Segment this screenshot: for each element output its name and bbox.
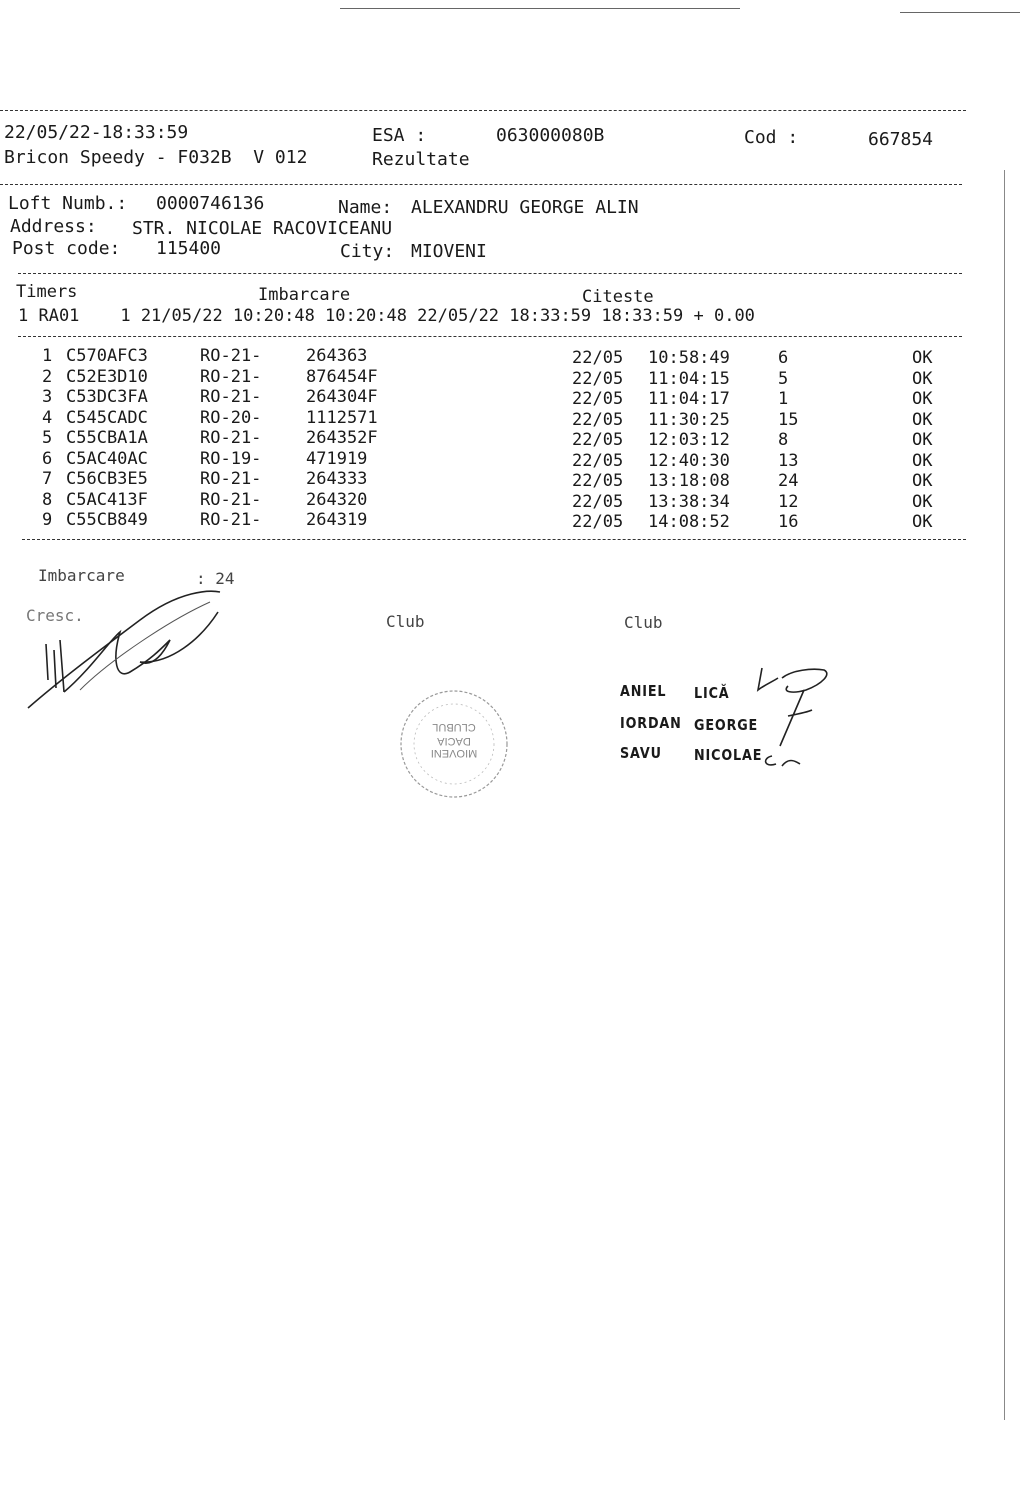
arrival-date: 22/05 [572, 410, 624, 430]
city-label: City: [340, 241, 395, 262]
status: OK [912, 348, 933, 368]
ring-prefix: RO-20- [200, 408, 262, 428]
row-number: 3 [42, 387, 53, 407]
position: 15 [778, 410, 799, 430]
ring-number: 876454F [306, 367, 378, 387]
cod-label: Cod : [744, 127, 799, 148]
ring-prefix: RO-21- [200, 510, 262, 530]
row-number: 7 [42, 469, 53, 489]
separator-line [18, 336, 962, 337]
signer-last-name: GEORGE [694, 716, 759, 734]
ring-prefix: RO-21- [200, 387, 262, 407]
esa-value: 063000080B [496, 125, 605, 146]
arrival-time: 11:04:15 [648, 369, 730, 389]
club-label-right: Club [624, 613, 663, 632]
imbarcare-column-label: Imbarcare [258, 285, 351, 305]
chip-id: C545CADC [66, 408, 148, 428]
status: OK [912, 492, 933, 512]
signer-last-name: LICĂ [694, 684, 730, 702]
ring-number: 264320 [306, 490, 368, 510]
chip-id: C55CBA1A [66, 428, 148, 448]
row-number: 9 [42, 510, 53, 530]
ring-number: 264352F [306, 428, 378, 448]
fancier-name: ALEXANDRU GEORGE ALIN [411, 197, 639, 218]
club-stamp [398, 688, 510, 800]
chip-id: C5AC40AC [66, 449, 148, 469]
row-number: 8 [42, 490, 53, 510]
separator-line [0, 184, 962, 185]
chip-id: C55CB849 [66, 510, 148, 530]
ring-number: 264319 [306, 510, 368, 530]
device-info: Bricon Speedy - F032B V 012 [4, 147, 308, 168]
signer-last-name: NICOLAE [694, 746, 763, 764]
arrival-date: 22/05 [572, 471, 624, 491]
signer-first-name: SAVU [620, 744, 662, 762]
svg-text:DACIA: DACIA [437, 735, 471, 747]
arrival-time: 14:08:52 [648, 512, 730, 532]
position: 5 [778, 369, 789, 389]
committee-signatures [752, 660, 842, 780]
arrival-time: 13:38:34 [648, 492, 730, 512]
separator-line [22, 539, 966, 540]
chip-id: C5AC413F [66, 490, 148, 510]
club-stamp-seal [398, 688, 510, 800]
arrival-time: 11:04:17 [648, 389, 730, 409]
esa-label: ESA : [372, 125, 427, 146]
position: 13 [778, 451, 799, 471]
ring-number: 471919 [306, 449, 368, 469]
ring-prefix: RO-19- [200, 449, 262, 469]
row-number: 5 [42, 428, 53, 448]
breeder-signature [20, 580, 230, 720]
status: OK [912, 430, 933, 450]
cod-value: 667854 [868, 129, 934, 150]
svg-text:MIOVENI: MIOVENI [430, 747, 478, 759]
arrival-time: 12:40:30 [648, 451, 730, 471]
ring-prefix: RO-21- [200, 346, 262, 366]
citeste-column-label: Citeste [582, 287, 654, 307]
status: OK [912, 512, 933, 532]
status: OK [912, 410, 933, 430]
arrival-time: 13:18:08 [648, 471, 730, 491]
post-code-value: 115400 [156, 238, 222, 259]
club-label-left: Club [386, 612, 425, 631]
paper-edge [1004, 170, 1005, 1420]
arrival-date: 22/05 [572, 430, 624, 450]
ring-number: 264304F [306, 387, 378, 407]
post-code-label: Post code: [12, 238, 121, 259]
ring-number: 264363 [306, 346, 368, 366]
name-label: Name: [338, 197, 393, 218]
ring-prefix: RO-21- [200, 367, 262, 387]
row-number: 1 [42, 346, 53, 366]
loft-label: Loft Numb.: [8, 193, 128, 214]
chip-id: C56CB3E5 [66, 469, 148, 489]
row-number: 4 [42, 408, 53, 428]
status: OK [912, 369, 933, 389]
ring-prefix: RO-21- [200, 490, 262, 510]
chip-id: C53DC3FA [66, 387, 148, 407]
arrival-time: 12:03:12 [648, 430, 730, 450]
position: 8 [778, 430, 789, 450]
ring-prefix: RO-21- [200, 428, 262, 448]
arrival-date: 22/05 [572, 369, 624, 389]
signer-first-name: ANIEL [620, 682, 667, 700]
signer-first-name: IORDAN [620, 714, 682, 732]
svg-text:CLUBUL: CLUBUL [432, 721, 476, 733]
report-mode: Rezultate [372, 149, 470, 170]
position: 1 [778, 389, 789, 409]
loft-number: 0000746136 [156, 193, 265, 214]
timer-line: 1 RA01 1 21/05/22 10:20:48 10:20:48 22/05/22 18:33:59 18:33:59 + 0.00 [18, 306, 755, 326]
arrival-date: 22/05 [572, 348, 624, 368]
row-number: 6 [42, 449, 53, 469]
status: OK [912, 451, 933, 471]
position: 6 [778, 348, 789, 368]
imbarcare-total-label: Imbarcare [38, 566, 125, 585]
ring-prefix: RO-21- [200, 469, 262, 489]
address-label: Address: [10, 216, 97, 237]
position: 16 [778, 512, 799, 532]
imbarcare-total-value: : 24 [196, 569, 235, 588]
chip-id: C570AFC3 [66, 346, 148, 366]
arrival-time: 11:30:25 [648, 410, 730, 430]
scan-artifact-line [900, 12, 1020, 13]
address-value: STR. NICOLAE RACOVICEANU [132, 218, 393, 239]
arrival-date: 22/05 [572, 512, 624, 532]
separator-line [0, 110, 966, 111]
arrival-time: 10:58:49 [648, 348, 730, 368]
status: OK [912, 471, 933, 491]
chip-id: C52E3D10 [66, 367, 148, 387]
timers-label: Timers [16, 282, 78, 302]
status: OK [912, 389, 933, 409]
separator-line [18, 273, 962, 274]
ring-number: 264333 [306, 469, 368, 489]
city-value: MIOVENI [411, 241, 487, 262]
arrival-date: 22/05 [572, 492, 624, 512]
position: 12 [778, 492, 799, 512]
arrival-date: 22/05 [572, 389, 624, 409]
cresc-label: Cresc. [26, 606, 84, 625]
arrival-date: 22/05 [572, 451, 624, 471]
row-number: 2 [42, 367, 53, 387]
ring-number: 1112571 [306, 408, 378, 428]
position: 24 [778, 471, 799, 491]
scan-artifact-line [340, 8, 740, 9]
print-datetime: 22/05/22-18:33:59 [4, 122, 189, 143]
